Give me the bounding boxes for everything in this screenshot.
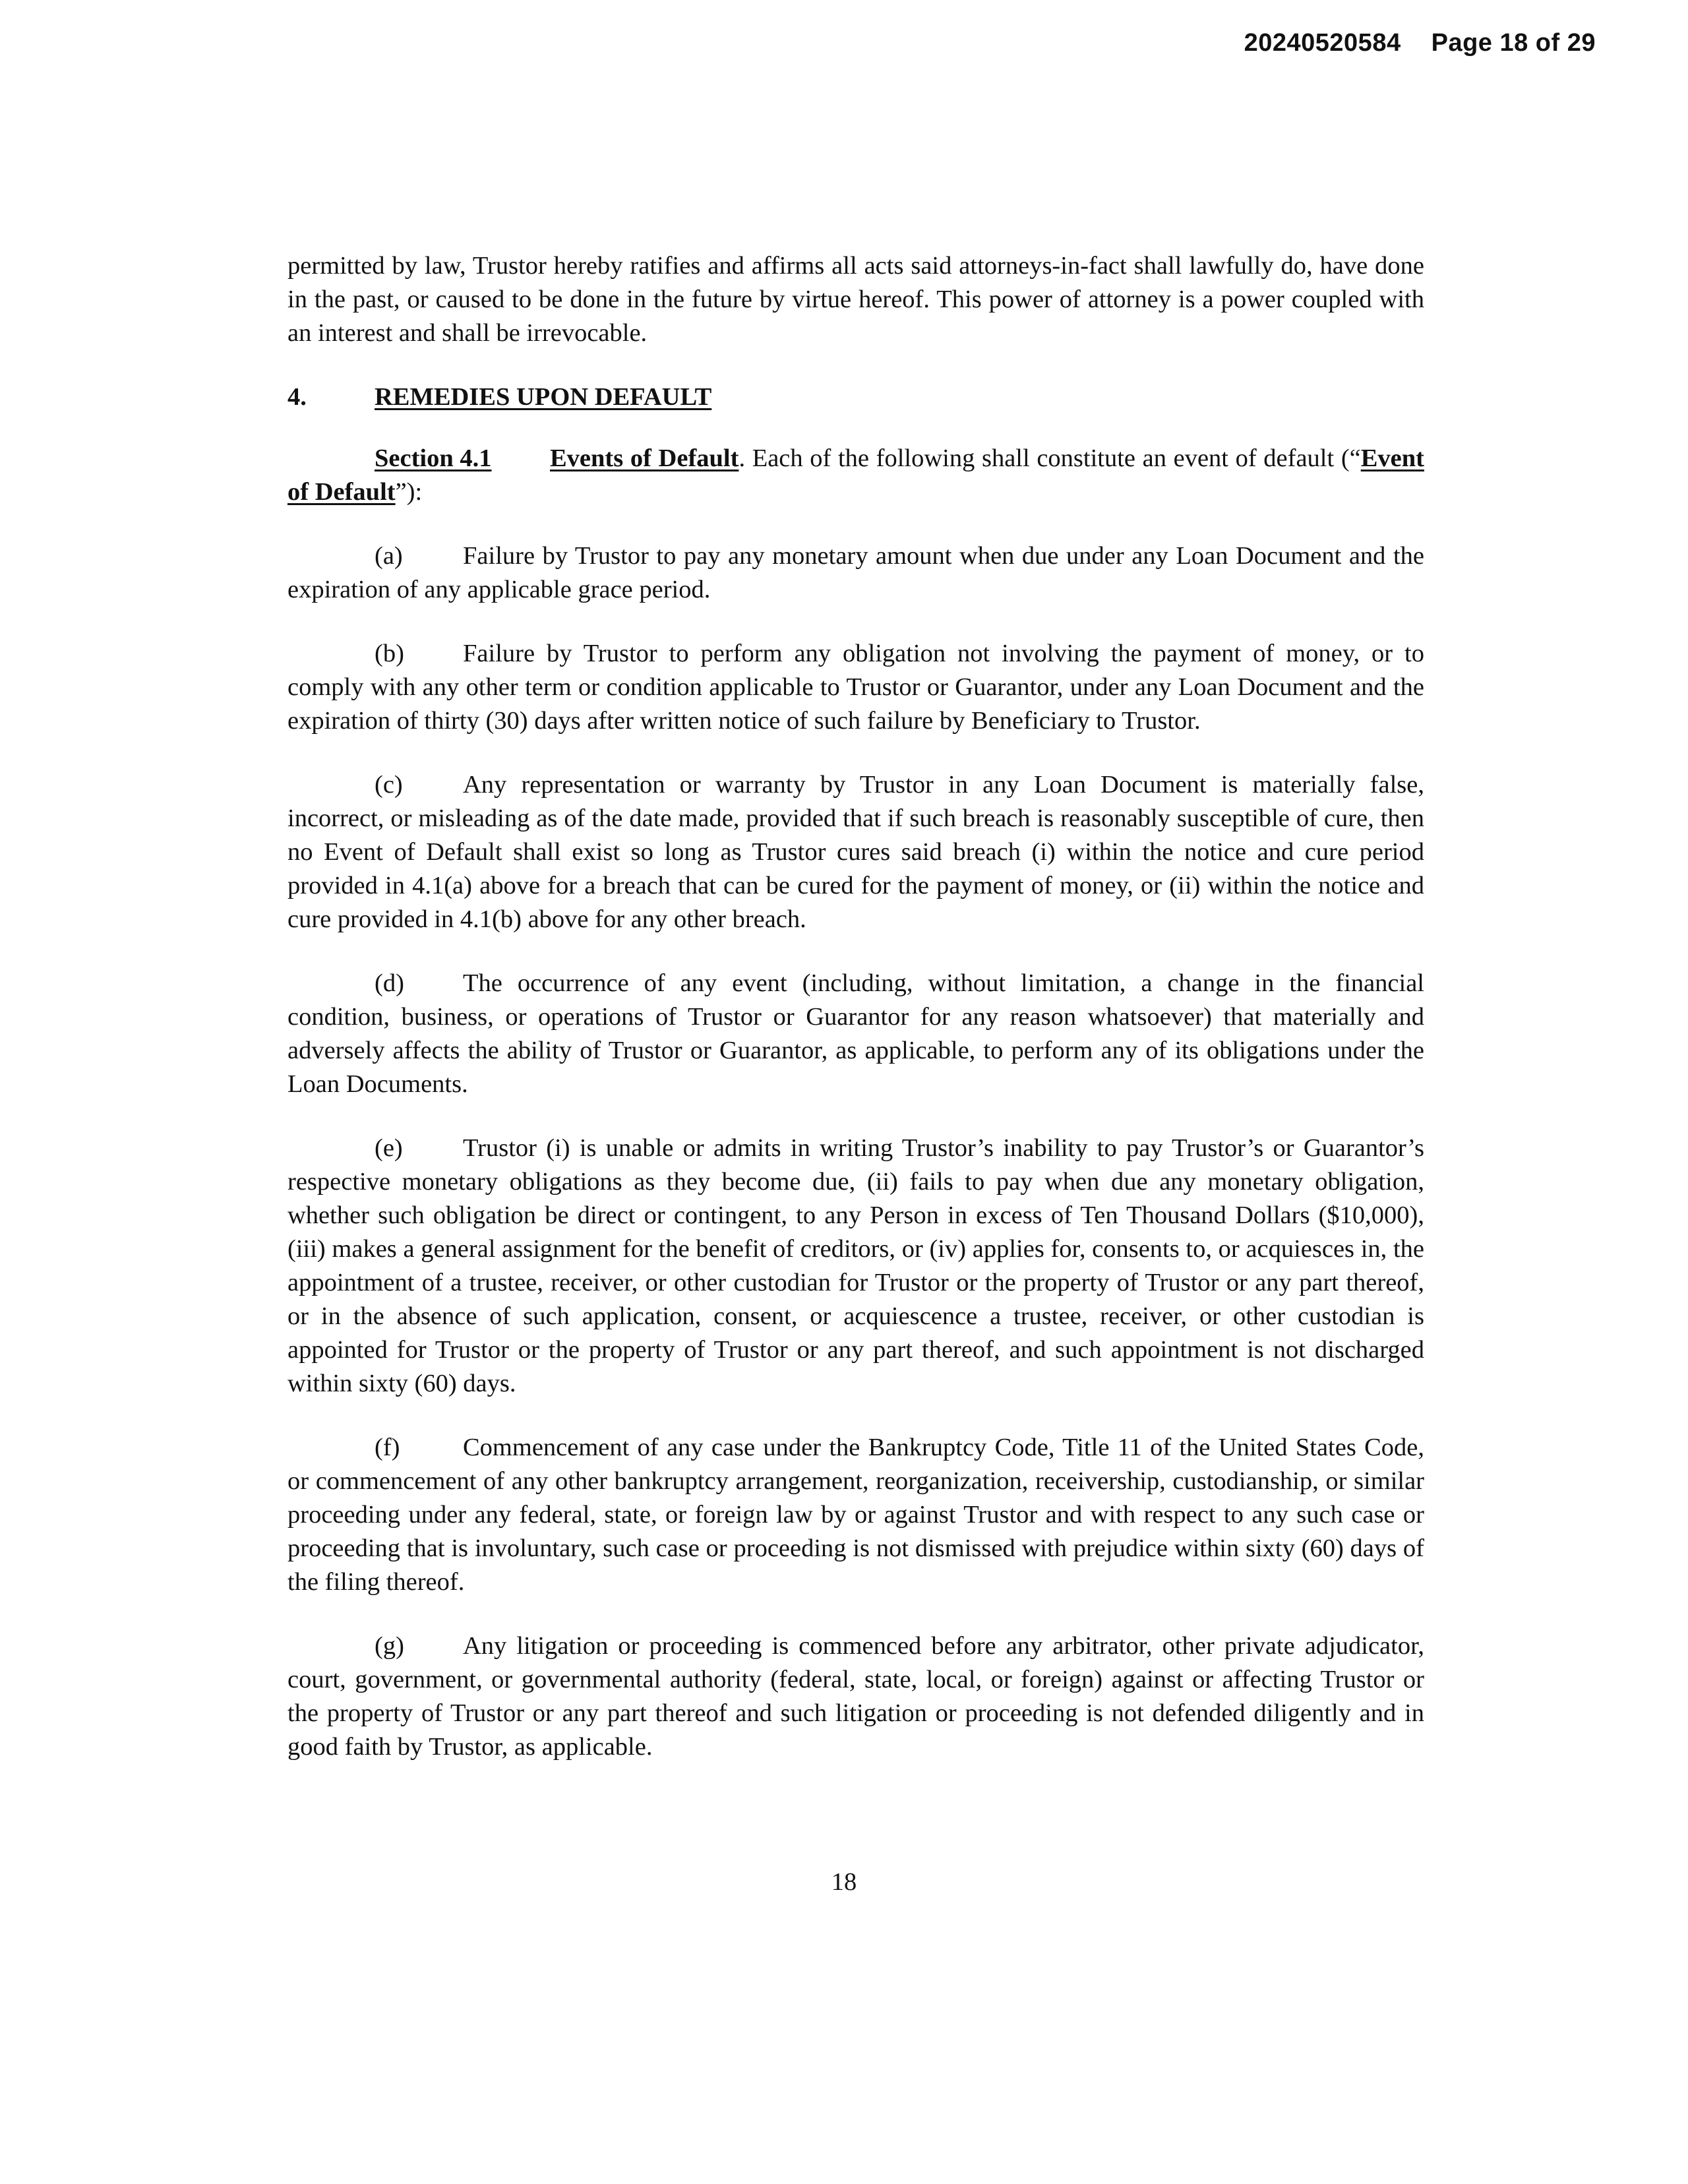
item-text: Failure by Trustor to pay any monetary amount when due under any Loan Document and the expiration of any applicable grace period. <box>287 542 1424 603</box>
item-label: (f) <box>375 1434 400 1461</box>
subsection-text-end: ”): <box>395 478 423 506</box>
list-item <box>287 1132 1424 1401</box>
item-label: (g) <box>375 1632 404 1660</box>
subsection-text: . Each of the following shall constitute an event of default (“ <box>738 444 1361 472</box>
page-number: 18 <box>831 1868 857 1896</box>
list-item <box>287 768 1424 936</box>
item-label: (e) <box>375 1134 403 1162</box>
list-item <box>287 1431 1424 1599</box>
page-count: Page 18 of 29 <box>1431 29 1596 57</box>
item-text: Trustor (i) is unable or admits in writing Trustor’s inability to pay Trustor’s or Guarantor’s respective monetary obligations as they become due, (ii) fails to pay when due any monetary obligation, whether such obligation be direct or contingent, to any Person in excess of Ten Thousand Dollars ($10,000), (iii) makes a general assignment for the benefit of creditors, or (iv) applies for, consents to, or acquiesces in, the appointment of a trustee, receiver, or other custodian for Trustor or the property of Trustor or any part thereof, or in the absence of such application, consent, or acquiescence a trustee, receiver, or other custodian is appointed for Trustor or the property of Trustor or any part thereof, and such appointment is not discharged within sixty (60) days. <box>287 1134 1424 1397</box>
item-text: Any litigation or proceeding is commenced before any arbitrator, other private adjudicator, court, government, or governmental authority (federal, state, local, or foreign) against or affecting Trustor or the property of Trustor or any part thereof and such litigation or proceeding is not defended diligently and in good faith by Trustor, as applicable. <box>287 1632 1424 1761</box>
item-text: Failure by Trustor to perform any obligation not involving the payment of money, or to comply with any other term or condition applicable to Trustor or Guarantor, under any Loan Document and the expiration of thirty (30) days after written notice of such failure by Beneficiary to Trustor. <box>287 640 1424 735</box>
subsection-4-1 <box>287 442 1424 509</box>
item-text: Any representation or warranty by Trustor in any Loan Document is materially false, incorrect, or misleading as of the date made, provided that if such breach is reasonably susceptible of cure, then no Event of Default shall exist so long as Trustor cures said breach (i) within the notice and cure period provided in 4.1(a) above for a breach that can be cured for the payment of money, or (ii) within the notice and cure provided in 4.1(b) above for any other breach. <box>287 771 1424 933</box>
list-item <box>287 539 1424 607</box>
item-label: (d) <box>375 969 404 997</box>
intro-paragraph: permitted by law, Trustor hereby ratifies and affirms all acts said attorneys-in-fact shall lawfully do, have done in the past, or caused to be done in the future by virtue hereof. This power of attorney is a power coupled with an interest and shall be irrevocable. <box>287 252 1424 347</box>
item-label: (b) <box>375 640 404 667</box>
item-label: (c) <box>375 771 403 799</box>
list-item <box>287 637 1424 738</box>
defined-term: Event of Default <box>287 444 1424 506</box>
subsection-number: Section 4.1 <box>375 444 492 472</box>
document-body <box>287 249 1424 1794</box>
document-header <box>1244 29 1596 57</box>
item-label: (a) <box>375 542 403 570</box>
item-text: The occurrence of any event (including, without limitation, a change in the financial condition, business, or operations of Trustor or Guarantor for any reason whatsoever) that materially and adversely affects the ability of Trustor or Guarantor, as applicable, to perform any of its obligations under the Loan Documents. <box>287 969 1424 1098</box>
section-title: REMEDIES UPON DEFAULT <box>375 383 712 411</box>
list-item <box>287 967 1424 1101</box>
subsection-title: Events of Default <box>550 444 739 472</box>
list-item <box>287 1629 1424 1764</box>
item-text: Commencement of any case under the Bankruptcy Code, Title 11 of the United States Code, or commencement of any other bankruptcy arrangement, reorganization, receivership, custodianship, or similar proceeding under any federal, state, or foreign law by or against Trustor and with respect to any such case or proceeding that is involuntary, such case or proceeding is not dismissed with prejudice within sixty (60) days of the filing thereof. <box>287 1434 1424 1596</box>
section-number: 4. <box>287 383 307 411</box>
section-heading <box>287 380 1424 414</box>
document-number: 20240520584 <box>1244 29 1401 57</box>
